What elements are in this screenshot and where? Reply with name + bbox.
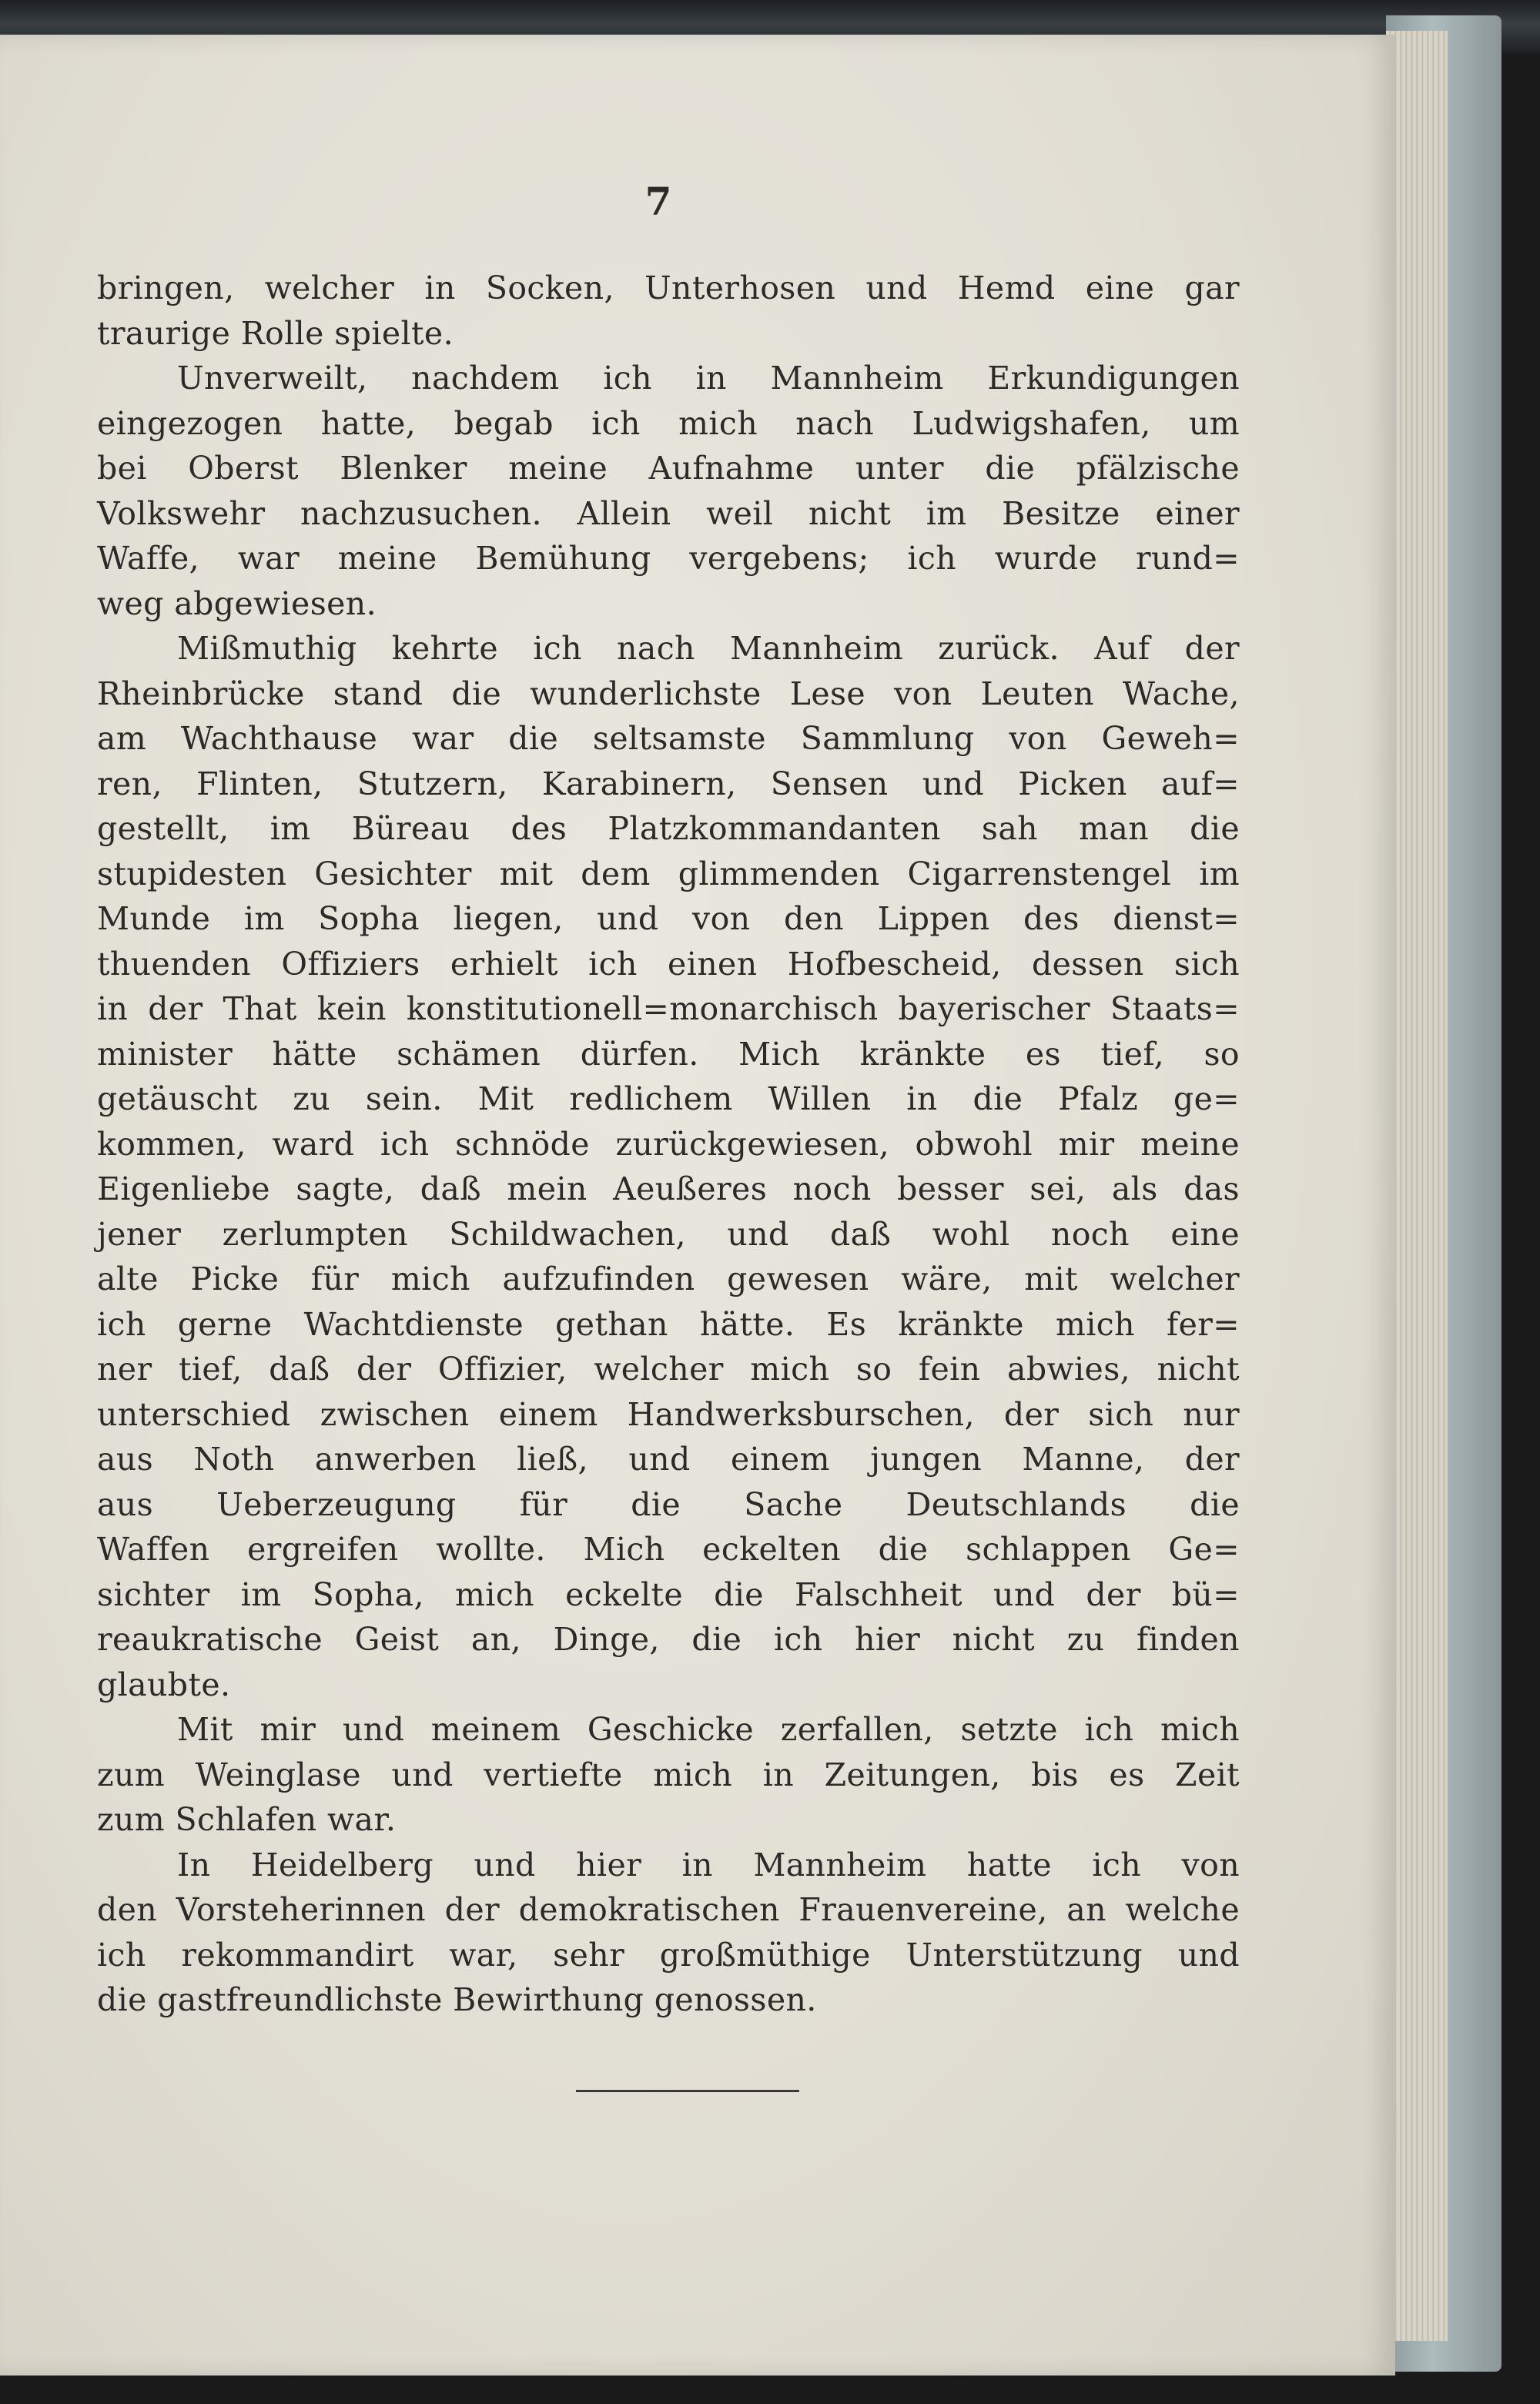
text-line: Waffen ergreifen wollte. Mich eckelten die schlappen Ge= — [97, 1531, 1240, 1568]
text-line: glaubte. — [97, 1666, 231, 1703]
text-line: unterschied zwischen einem Handwerksburschen, der sich nur — [97, 1395, 1240, 1433]
text-line: ich rekommandirt war, sehr großmüthige Unterstützung und — [97, 1936, 1240, 1974]
text-line: ner tief, daß der Offizier, welcher mich so fein abwies, nicht — [97, 1351, 1240, 1388]
text-line: in der That kein konstitutionell=monarchisch bayerischer Staats= — [97, 990, 1240, 1027]
text-line: traurige Rolle spielte. — [97, 314, 454, 352]
text-line: ich gerne Wachtdienste gethan hätte. Es kränkte mich fer= — [97, 1305, 1240, 1343]
page-number: 7 — [644, 179, 672, 224]
text-line: thuenden Offiziers erhielt ich einen Hofbescheid, dessen sich — [97, 945, 1240, 983]
text-line: zum Weinglase und vertiefte mich in Zeitungen, bis es Zeit — [97, 1756, 1240, 1793]
text-line: Volkswehr nachzusuchen. Allein weil nicht im Besitze einer — [97, 494, 1240, 532]
text-line: getäuscht zu sein. Mit redlichem Willen in die Pfalz ge= — [97, 1080, 1240, 1117]
body-text — [97, 266, 1240, 2023]
text-line: alte Picke für mich aufzufinden gewesen wäre, mit welcher — [97, 1261, 1240, 1297]
text-line: sichter im Sopha, mich eckelte die Falschheit und der bü= — [97, 1575, 1240, 1613]
text-line: Waffe, war meine Bemühung vergebens; ich wurde rund= — [97, 540, 1240, 577]
text-line: In Heidelberg und hier in Mannheim hatte ich von — [177, 1846, 1240, 1883]
text-line: Unverweilt, nachdem ich in Mannheim Erkundigungen — [177, 360, 1240, 397]
text-line: Mit mir und meinem Geschicke zerfallen, setzte ich mich — [177, 1711, 1240, 1748]
text-line: weg abgewiesen. — [97, 584, 377, 622]
text-line: Rheinbrücke stand die wunderlichste Lese von Leuten Wache, — [97, 675, 1240, 712]
text-line: Mißmuthig kehrte ich nach Mannheim zurück. Auf der — [177, 630, 1240, 667]
text-line: aus Ueberzeugung für die Sache Deutschlands die — [97, 1485, 1240, 1523]
text-line: bringen, welcher in Socken, Unterhosen und Hemd eine gar — [97, 270, 1240, 306]
text-line: kommen, ward ich schnöde zurückgewiesen, obwohl mir meine — [97, 1125, 1240, 1163]
text-line: eingezogen hatte, begab ich mich nach Ludwigshafen, um — [97, 404, 1240, 442]
text-line: stupidesten Gesichter mit dem glimmenden Cigarrenstengel im — [97, 855, 1240, 892]
text-line: Munde im Sopha liegen, und von den Lippen des dienst= — [97, 900, 1240, 937]
text-line: gestellt, im Büreau des Platzkommandanten sah man die — [97, 810, 1240, 847]
text-line: zum Schlafen war. — [97, 1801, 397, 1838]
text-line: den Vorsteherinnen der demokratischen Frauenvereine, an welche — [97, 1891, 1240, 1928]
text-line: aus Noth anwerben ließ, und einem jungen Manne, der — [97, 1441, 1240, 1478]
text-line: ren, Flinten, Stutzern, Karabinern, Sensen und Picken auf= — [97, 765, 1240, 802]
text-line: Eigenliebe sagte, daß mein Aeußeres noch besser sei, als das — [97, 1170, 1240, 1207]
section-end-rule — [576, 2090, 799, 2092]
text-line: die gastfreundlichste Bewirthung genossen. — [97, 1981, 817, 2018]
text-line: jener zerlumpten Schildwachen, und daß wohl noch eine — [97, 1215, 1240, 1253]
text-line: bei Oberst Blenker meine Aufnahme unter die pfälzische — [97, 450, 1240, 487]
text-line: am Wachthause war die seltsamste Sammlung von Geweh= — [97, 720, 1240, 757]
text-line: reaukratische Geist an, Dinge, die ich hier nicht zu finden — [97, 1621, 1240, 1658]
page-edges — [1386, 31, 1448, 2341]
text-line: minister hätte schämen dürfen. Mich kränkte es tief, so — [97, 1035, 1240, 1073]
